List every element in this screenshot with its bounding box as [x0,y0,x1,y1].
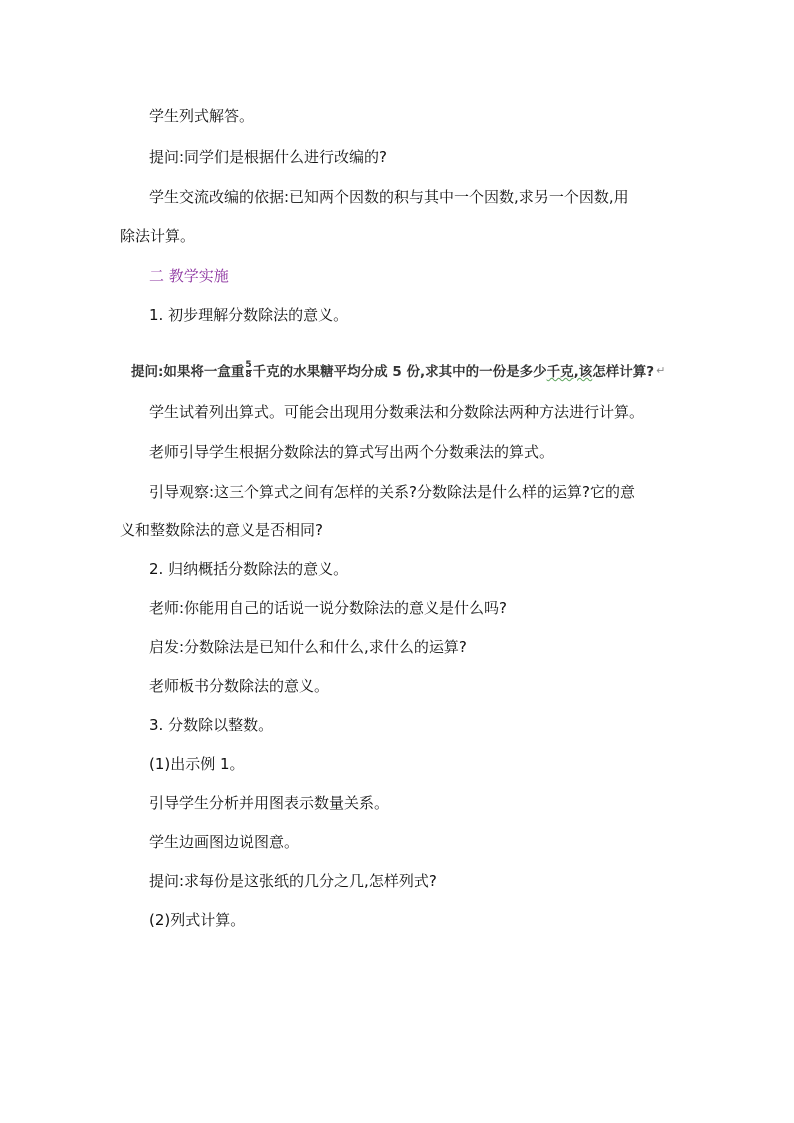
paragraph-analyze: 引导学生分析并用图表示数量关系。 [149,794,390,812]
paragraph-observe-line2: 义和整数除法的意义是否相同? [120,521,323,539]
step-2-title: 2. 归纳概括分数除法的意义。 [149,560,349,578]
paragraph-return-icon: ↵ [656,363,666,377]
question-text-wavy: 千克,该 [546,364,593,380]
fraction-denominator: 8 [245,369,252,380]
fraction-five-eighths [245,361,251,380]
paragraph-question-adaptation: 提问:同学们是根据什么进行改编的? [149,148,388,166]
question-text-before: 提问:如果将一盒重 [131,364,245,380]
step-1-title: 1. 初步理解分数除法的意义。 [149,306,349,324]
fraction-numerator: 5 [245,359,252,370]
paragraph-observe-line1: 引导观察:这三个算式之间有怎样的关系?分数除法是什么样的运算?它的意 [149,483,635,501]
embedded-question-image [131,358,665,382]
paragraph-teacher-ask: 老师:你能用自己的话说一说分数除法的意义是什么吗? [149,599,508,617]
step-3-title: 3. 分数除以整数。 [149,716,274,734]
question-text-after: 千克的水果糖平均分成 5 份,求其中的一份是多少 [252,364,547,380]
paragraph-example-1: (1)出示例 1。 [149,755,245,773]
paragraph-question-each-part: 提问:求每份是这张纸的几分之几,怎样列式? [149,872,437,890]
paragraph-student-answer: 学生列式解答。 [149,107,255,125]
paragraph-board-writing: 老师板书分数除法的意义。 [149,677,330,695]
paragraph-calculate: (2)列式计算。 [149,911,246,929]
paragraph-inspire: 启发:分数除法是已知什么和什么,求什么的运算? [149,638,467,656]
paragraph-basis-line1: 学生交流改编的依据:已知两个因数的积与其中一个因数,求另一个因数,用 [149,188,629,206]
paragraph-teacher-guide: 老师引导学生根据分数除法的算式写出两个分数乘法的算式。 [149,443,555,461]
section-heading: 二 教学实施 [149,267,229,285]
paragraph-basis-line2: 除法计算。 [120,227,196,245]
paragraph-student-try: 学生试着列出算式。可能会出现用分数乘法和分数除法两种方法进行计算。 [149,403,645,421]
paragraph-draw: 学生边画图边说图意。 [149,833,300,851]
question-text-tail: 怎样计算? [592,364,655,380]
